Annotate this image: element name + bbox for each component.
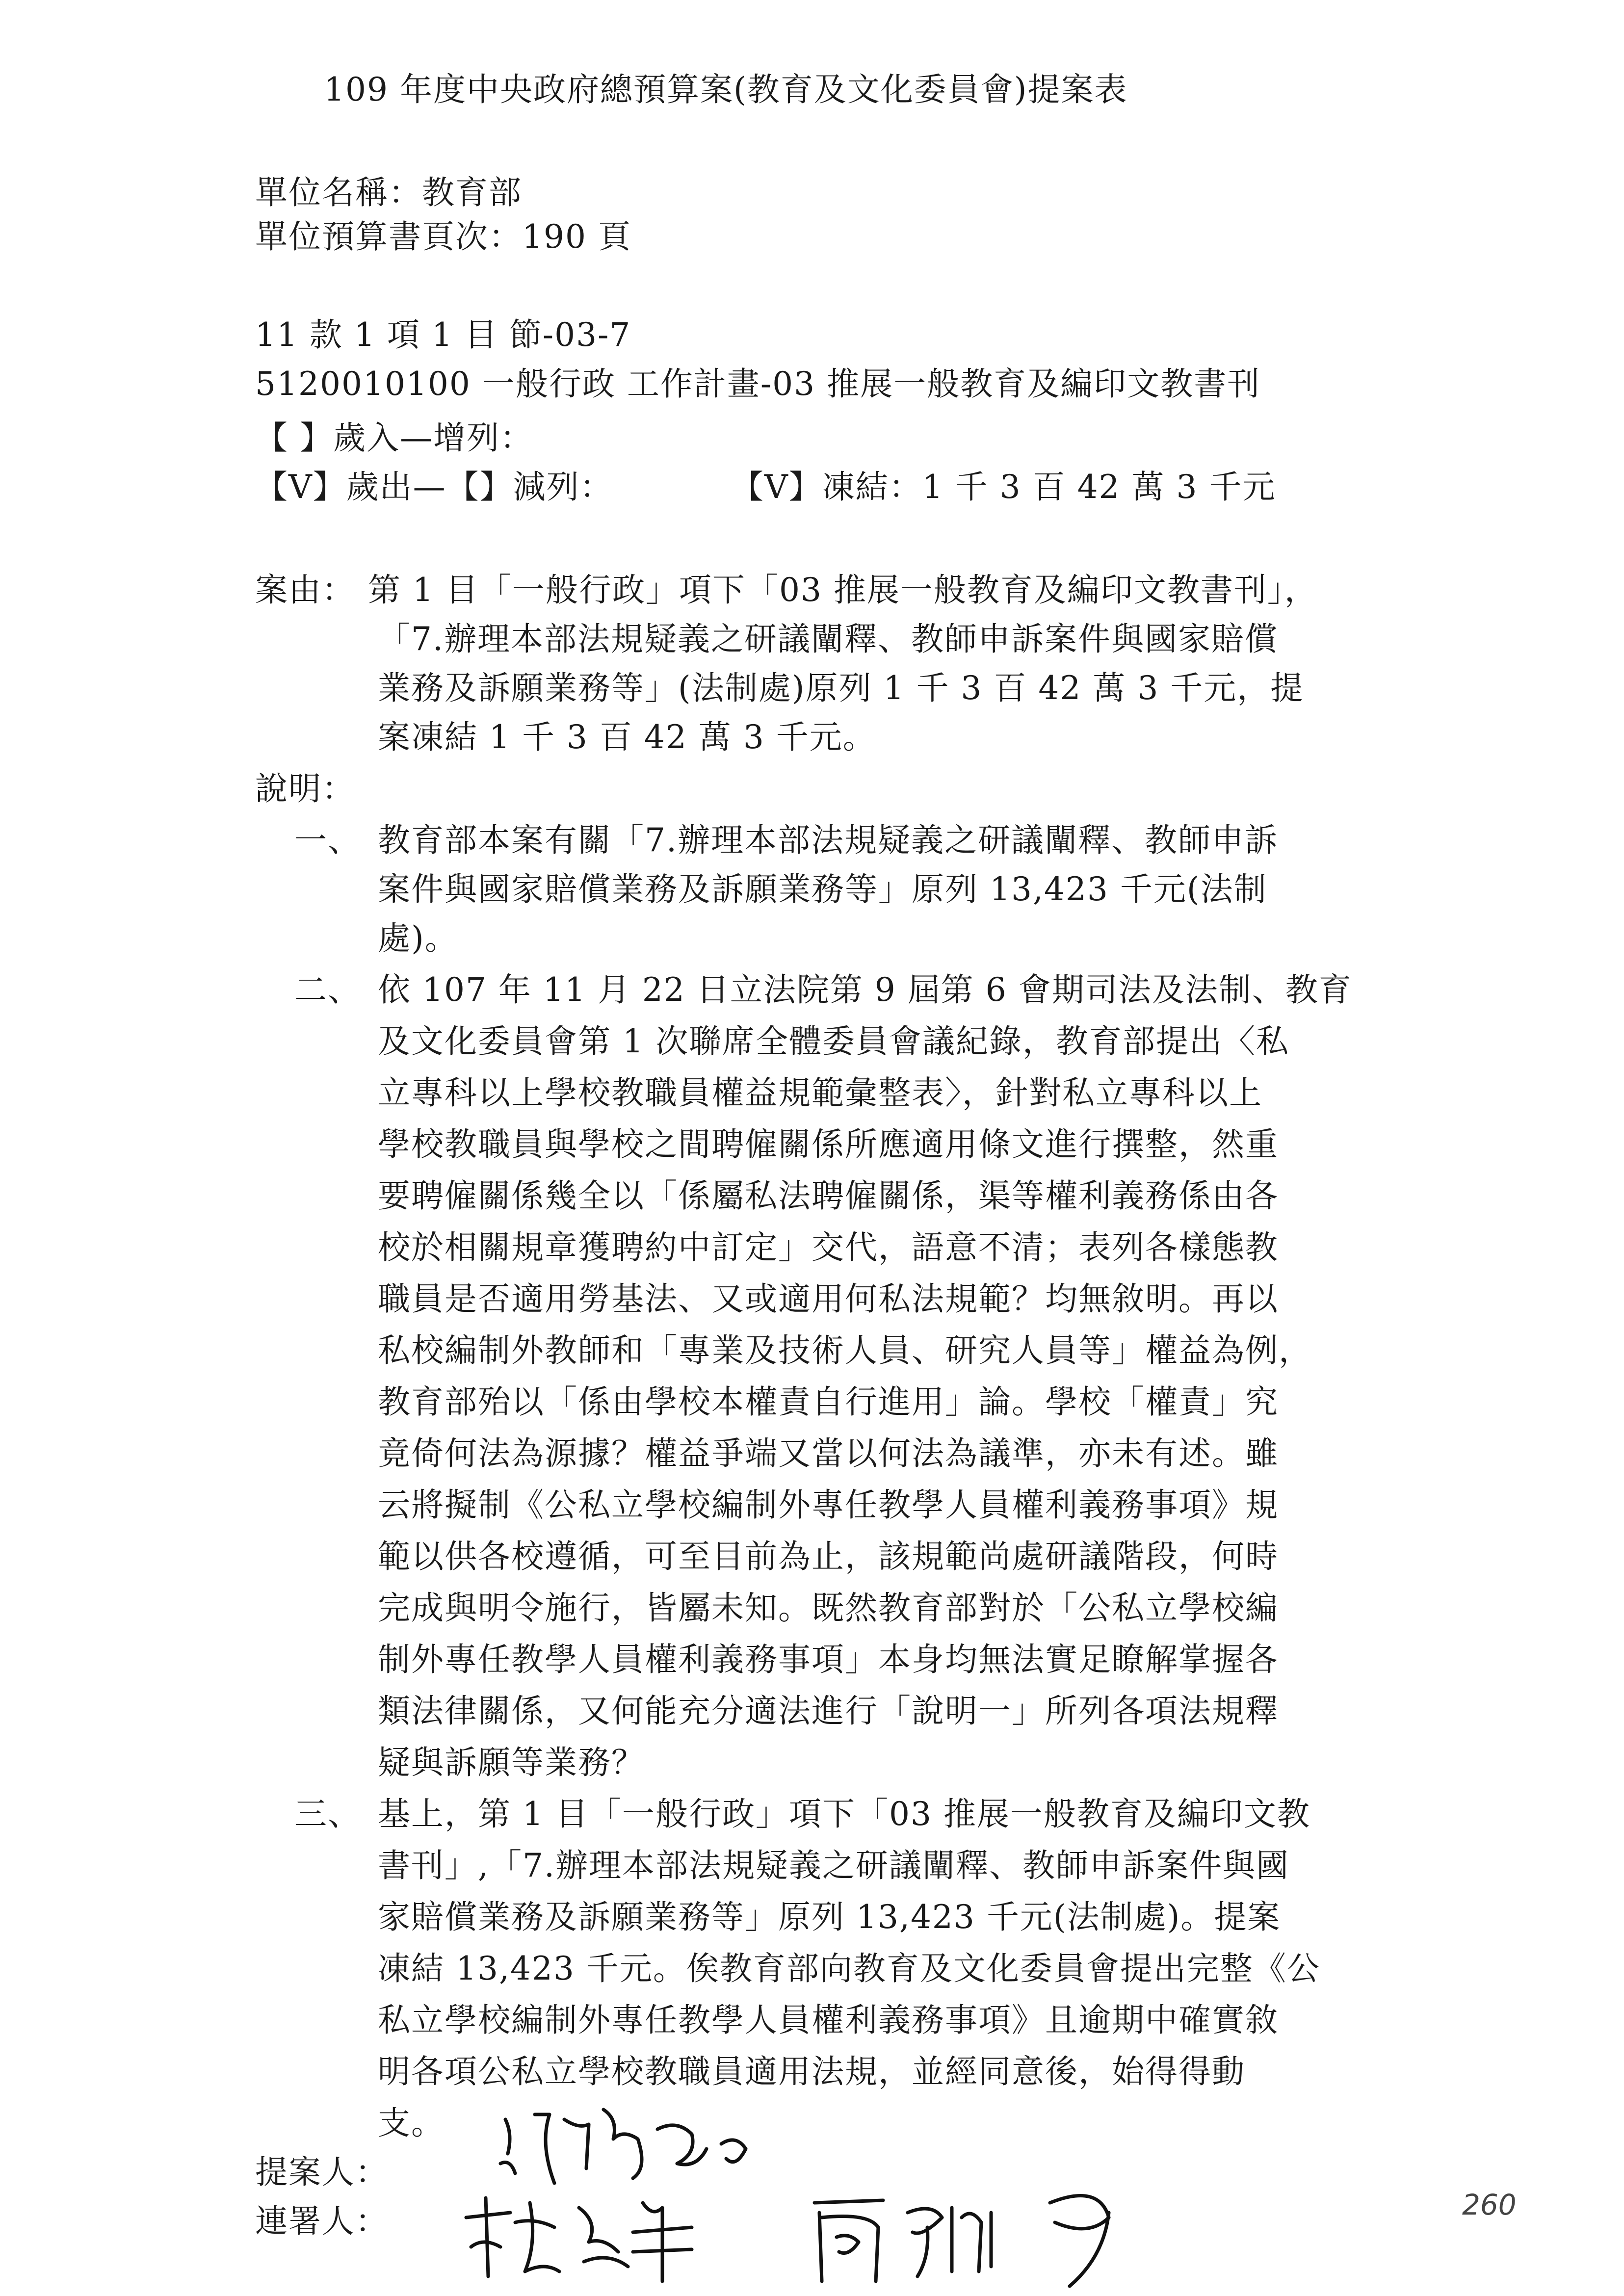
item-line: 學校教職員與學校之間聘僱關係所應適用條文進行撰整，然重 xyxy=(378,1125,1279,1163)
item-line: 書刊」,「7.辦理本部法規疑義之研議闡釋、教師申訴案件與國 xyxy=(378,1847,1289,1884)
item-code: 11 款 1 項 1 目 節-03-7 xyxy=(255,316,631,354)
item-line: 及文化委員會第 1 次聯席全體委員會議紀錄，教育部提出〈私 xyxy=(378,1022,1289,1060)
item-marker: 一、 xyxy=(294,821,361,859)
item-line: 制外專任教學人員權利義務事項」本身均無法實足瞭解掌握各 xyxy=(378,1641,1279,1678)
cosigner-label: 連署人： xyxy=(255,2202,389,2240)
cosigner-signature-2 xyxy=(795,2173,1148,2296)
item-marker: 二、 xyxy=(294,971,361,1009)
item-line: 基上，第 1 目「一般行政」項下「03 推展一般教育及編印文教 xyxy=(378,1795,1310,1833)
program-line: 5120010100 一般行政 工作計畫-03 推展一般教育及編印文教書刊 xyxy=(255,365,1261,403)
item-line: 竟倚何法為源據？權益爭端又當以何法為議準，亦未有述。雖 xyxy=(378,1435,1279,1472)
item-line: 云將擬制《公私立學校編制外專任教學人員權利義務事項》規 xyxy=(378,1486,1279,1524)
item-line: 處)。 xyxy=(378,919,458,957)
page-mark: 260 xyxy=(1462,2188,1517,2221)
item-line: 家賠償業務及訴願業務等」原列 13,423 千元(法制處)。提案 xyxy=(378,1898,1281,1936)
freeze-line: 【V】凍結：1 千 3 百 42 萬 3 千元 xyxy=(731,468,1276,506)
cosigner-signature-1 xyxy=(456,2188,800,2291)
item-line: 依 107 年 11 月 22 日立法院第 9 屆第 6 會期司法及法制、教育 xyxy=(378,971,1352,1009)
item-line: 立專科以上學校教職員權益規範彙整表〉，針對私立專科以上 xyxy=(378,1074,1262,1112)
item-line: 案件與國家賠償業務及訴願業務等」原列 13,423 千元(法制 xyxy=(378,870,1267,908)
reason-line: 第 1 目「一般行政」項下「03 推展一般教育及編印文教書刊」， xyxy=(368,571,1318,609)
revenue-line: 【 】歲入—增列： xyxy=(255,419,533,457)
item-line: 範以供各校遵循，可至目前為止，該規範尚處研議階段，何時 xyxy=(378,1538,1279,1575)
explanation-label: 說明： xyxy=(255,770,355,808)
budget-page: 單位預算書頁次：190 頁 xyxy=(255,218,631,256)
reason-line: 業務及訴願業務等」(法制處)原列 1 千 3 百 42 萬 3 千元，提 xyxy=(378,669,1304,707)
expenditure-line: 【V】歲出—【】減列： xyxy=(255,468,613,506)
item-line: 疑與訴願等業務？ xyxy=(378,1744,645,1781)
reason-line: 「7.辦理本部法規疑義之研議闡釋、教師申訴案件與國家賠償 xyxy=(378,620,1278,658)
item-line: 凍結 13,423 千元。俟教育部向教育及文化委員會提出完整《公 xyxy=(378,1950,1320,1987)
reason-line: 案凍結 1 千 3 百 42 萬 3 千元。 xyxy=(378,718,876,756)
item-line: 類法律關係，又何能充分適法進行「說明一」所列各項法規釋 xyxy=(378,1692,1279,1730)
item-line: 教育部殆以「係由學校本權責自行進用」論。學校「權責」究 xyxy=(378,1383,1279,1421)
item-line: 支。 xyxy=(378,2104,445,2142)
proposer-label: 提案人： xyxy=(255,2153,389,2191)
item-line: 私校編制外教師和「專業及技術人員、研究人員等」權益為例， xyxy=(378,1331,1312,1369)
item-line: 要聘僱關係幾全以「係屬私法聘僱關係，渠等權利義務係由各 xyxy=(378,1177,1279,1215)
item-line: 明各項公私立學校教職員適用法規，並經同意後，始得得動 xyxy=(378,2053,1245,2090)
item-line: 教育部本案有關「7.辦理本部法規疑義之研議闡釋、教師申訴 xyxy=(378,821,1278,859)
unit-name: 單位名稱：教育部 xyxy=(255,174,522,211)
reason-label: 案由： xyxy=(255,571,355,609)
item-marker: 三、 xyxy=(294,1795,361,1833)
item-line: 職員是否適用勞基法、又或適用何私法規範？均無敘明。再以 xyxy=(378,1280,1279,1318)
item-line: 完成與明令施行，皆屬未知。既然教育部對於「公私立學校編 xyxy=(378,1589,1279,1627)
item-line: 校於相關規章獲聘約中訂定」交代，語意不清；表列各樣態教 xyxy=(378,1228,1279,1266)
proposer-signature xyxy=(491,2100,810,2198)
document-title: 109 年度中央政府總預算案(教育及文化委員會)提案表 xyxy=(324,71,1128,108)
item-line: 私立學校編制外專任教學人員權利義務事項》且逾期中確實敘 xyxy=(378,2001,1279,2039)
